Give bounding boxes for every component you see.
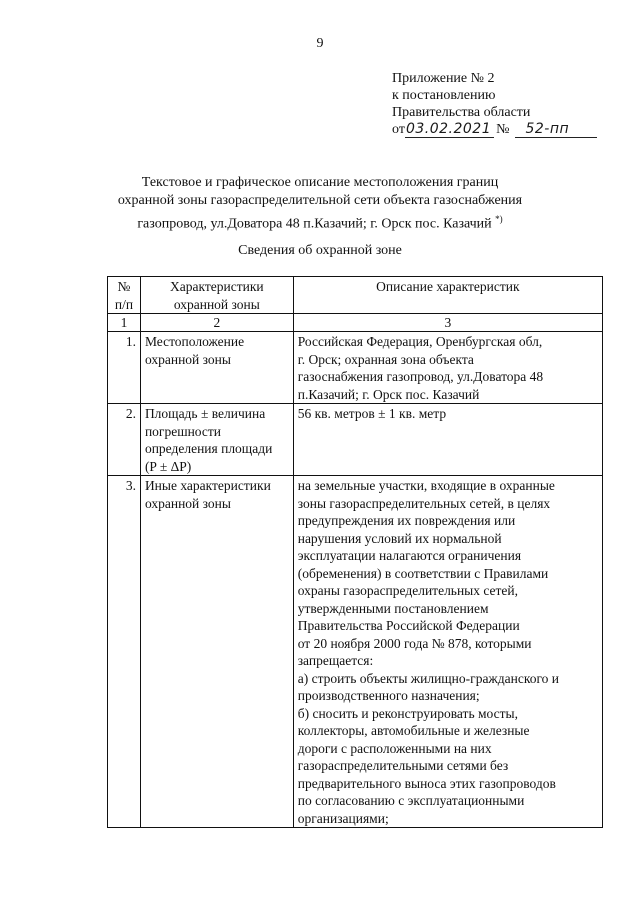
row-description-line: на земельные участки, входящие в охранные — [297, 478, 555, 493]
index-cell-2: 2 — [140, 314, 293, 332]
date-prefix: от — [392, 122, 405, 137]
title-line-3-wrapper — [0, 210, 640, 234]
table-row — [108, 404, 603, 476]
row-description-line: охраны газораспределительных сетей, — [297, 583, 519, 598]
table-header-row — [108, 277, 603, 314]
row-description-line: а) строить объекты жилищно-гражданского и — [297, 670, 560, 686]
row-description — [293, 476, 602, 828]
footnote-mark: *) — [495, 214, 503, 224]
row-number: 2. — [108, 404, 141, 476]
row-characteristic-line: (P ± ΔP) — [144, 458, 192, 474]
row-characteristic-line: Иные характеристики — [144, 478, 271, 493]
row-description-line: от 20 ноября 2000 года № 878, которыми — [297, 635, 532, 651]
row-characteristic-line: охранной зоны — [144, 351, 231, 367]
row-characteristic-line: Местоположение — [144, 334, 245, 349]
header-description: Описание характеристик — [293, 277, 602, 314]
row-characteristic-line: погрешности — [144, 423, 222, 439]
row-description-line: Правительства Российской Федерации — [297, 618, 520, 633]
title-line-3: газопровод, ул.Доватора 48 п.Казачий; г. Орск пос. Казачий — [137, 216, 492, 232]
header-num-line-1: № — [117, 279, 131, 294]
row-description-line: п.Казачий; г. Орск пос. Казачий — [297, 386, 480, 402]
row-description-line: зоны газораспределительных сетей, в целях — [297, 495, 551, 511]
header-char-line-1: Характеристики — [170, 279, 264, 294]
row-number: 3. — [108, 476, 141, 828]
row-description — [293, 404, 602, 476]
row-description-line: утвержденными постановлением — [297, 600, 489, 616]
appendix-date-line — [392, 121, 597, 138]
appendix-line-3: Правительства области — [392, 105, 531, 120]
row-characteristic — [140, 476, 293, 828]
section-subtitle: Сведения об охранной зоне — [238, 243, 402, 258]
number-sign: № — [496, 122, 510, 137]
header-num-line-2: п/п — [114, 296, 134, 312]
row-description-line: Российская Федерация, Оренбургская обл, — [297, 334, 543, 349]
row-description-line: коллекторы, автомобильные и железные — [297, 723, 530, 738]
index-cell-3: 3 — [293, 314, 602, 332]
row-description-line: запрещается: — [297, 653, 374, 668]
appendix-block — [392, 70, 597, 138]
page-number: 9 — [316, 36, 324, 51]
handwritten-date: 03.02.2021 — [405, 122, 494, 138]
row-description-line: дороги с расположенными на них — [297, 740, 492, 756]
header-characteristic — [140, 277, 293, 314]
row-description-line: организациями; — [297, 810, 389, 826]
appendix-line-2: к постановлению — [392, 88, 496, 103]
row-characteristic-line: Площадь ± величина — [144, 406, 266, 421]
row-description-line: по согласованию с эксплуатационными — [297, 793, 525, 808]
row-description-line: эксплуатации налагаются ограничения — [297, 548, 522, 563]
row-description-line: б) сносить и реконструировать мосты, — [297, 705, 518, 721]
header-char-line-2: охранной зоны — [173, 296, 260, 312]
index-cell-1: 1 — [108, 314, 141, 332]
row-description-line: газоснабжения газопровод, ул.Доватора 48 — [297, 369, 544, 384]
row-description-line: 56 кв. метров ± 1 кв. метр — [297, 406, 447, 421]
zone-info-table — [107, 276, 603, 828]
row-characteristic — [140, 404, 293, 476]
table-row — [108, 476, 603, 828]
row-description — [293, 332, 602, 404]
row-description-line: предупреждения их повреждения или — [297, 513, 516, 528]
row-description-line: г. Орск; охранная зона объекта — [297, 351, 474, 367]
row-characteristic-line: определения площади — [144, 441, 273, 456]
title-line-1: Текстовое и графическое описание местоположения границ — [141, 175, 499, 190]
row-description-line: предварительного выноса этих газопроводов — [297, 775, 556, 791]
row-description-line: (обременения) в соответствии с Правилами — [297, 565, 549, 581]
row-characteristic-line: охранной зоны — [144, 495, 231, 511]
row-characteristic — [140, 332, 293, 404]
table-row — [108, 332, 603, 404]
row-number: 1. — [108, 332, 141, 404]
row-description-line: производственного назначения; — [297, 688, 480, 703]
document-title — [0, 174, 640, 234]
header-num — [108, 277, 141, 314]
row-description-line: нарушения условий их нормальной — [297, 530, 502, 546]
appendix-line-1: Приложение № 2 — [392, 71, 495, 86]
title-line-2: охранной зоны газораспределительной сети объекта газоснабжения — [117, 193, 523, 208]
handwritten-number: 52-пп — [515, 122, 597, 138]
row-description-line: газораспределительными сетями без — [297, 758, 509, 773]
table-index-row — [108, 314, 603, 332]
